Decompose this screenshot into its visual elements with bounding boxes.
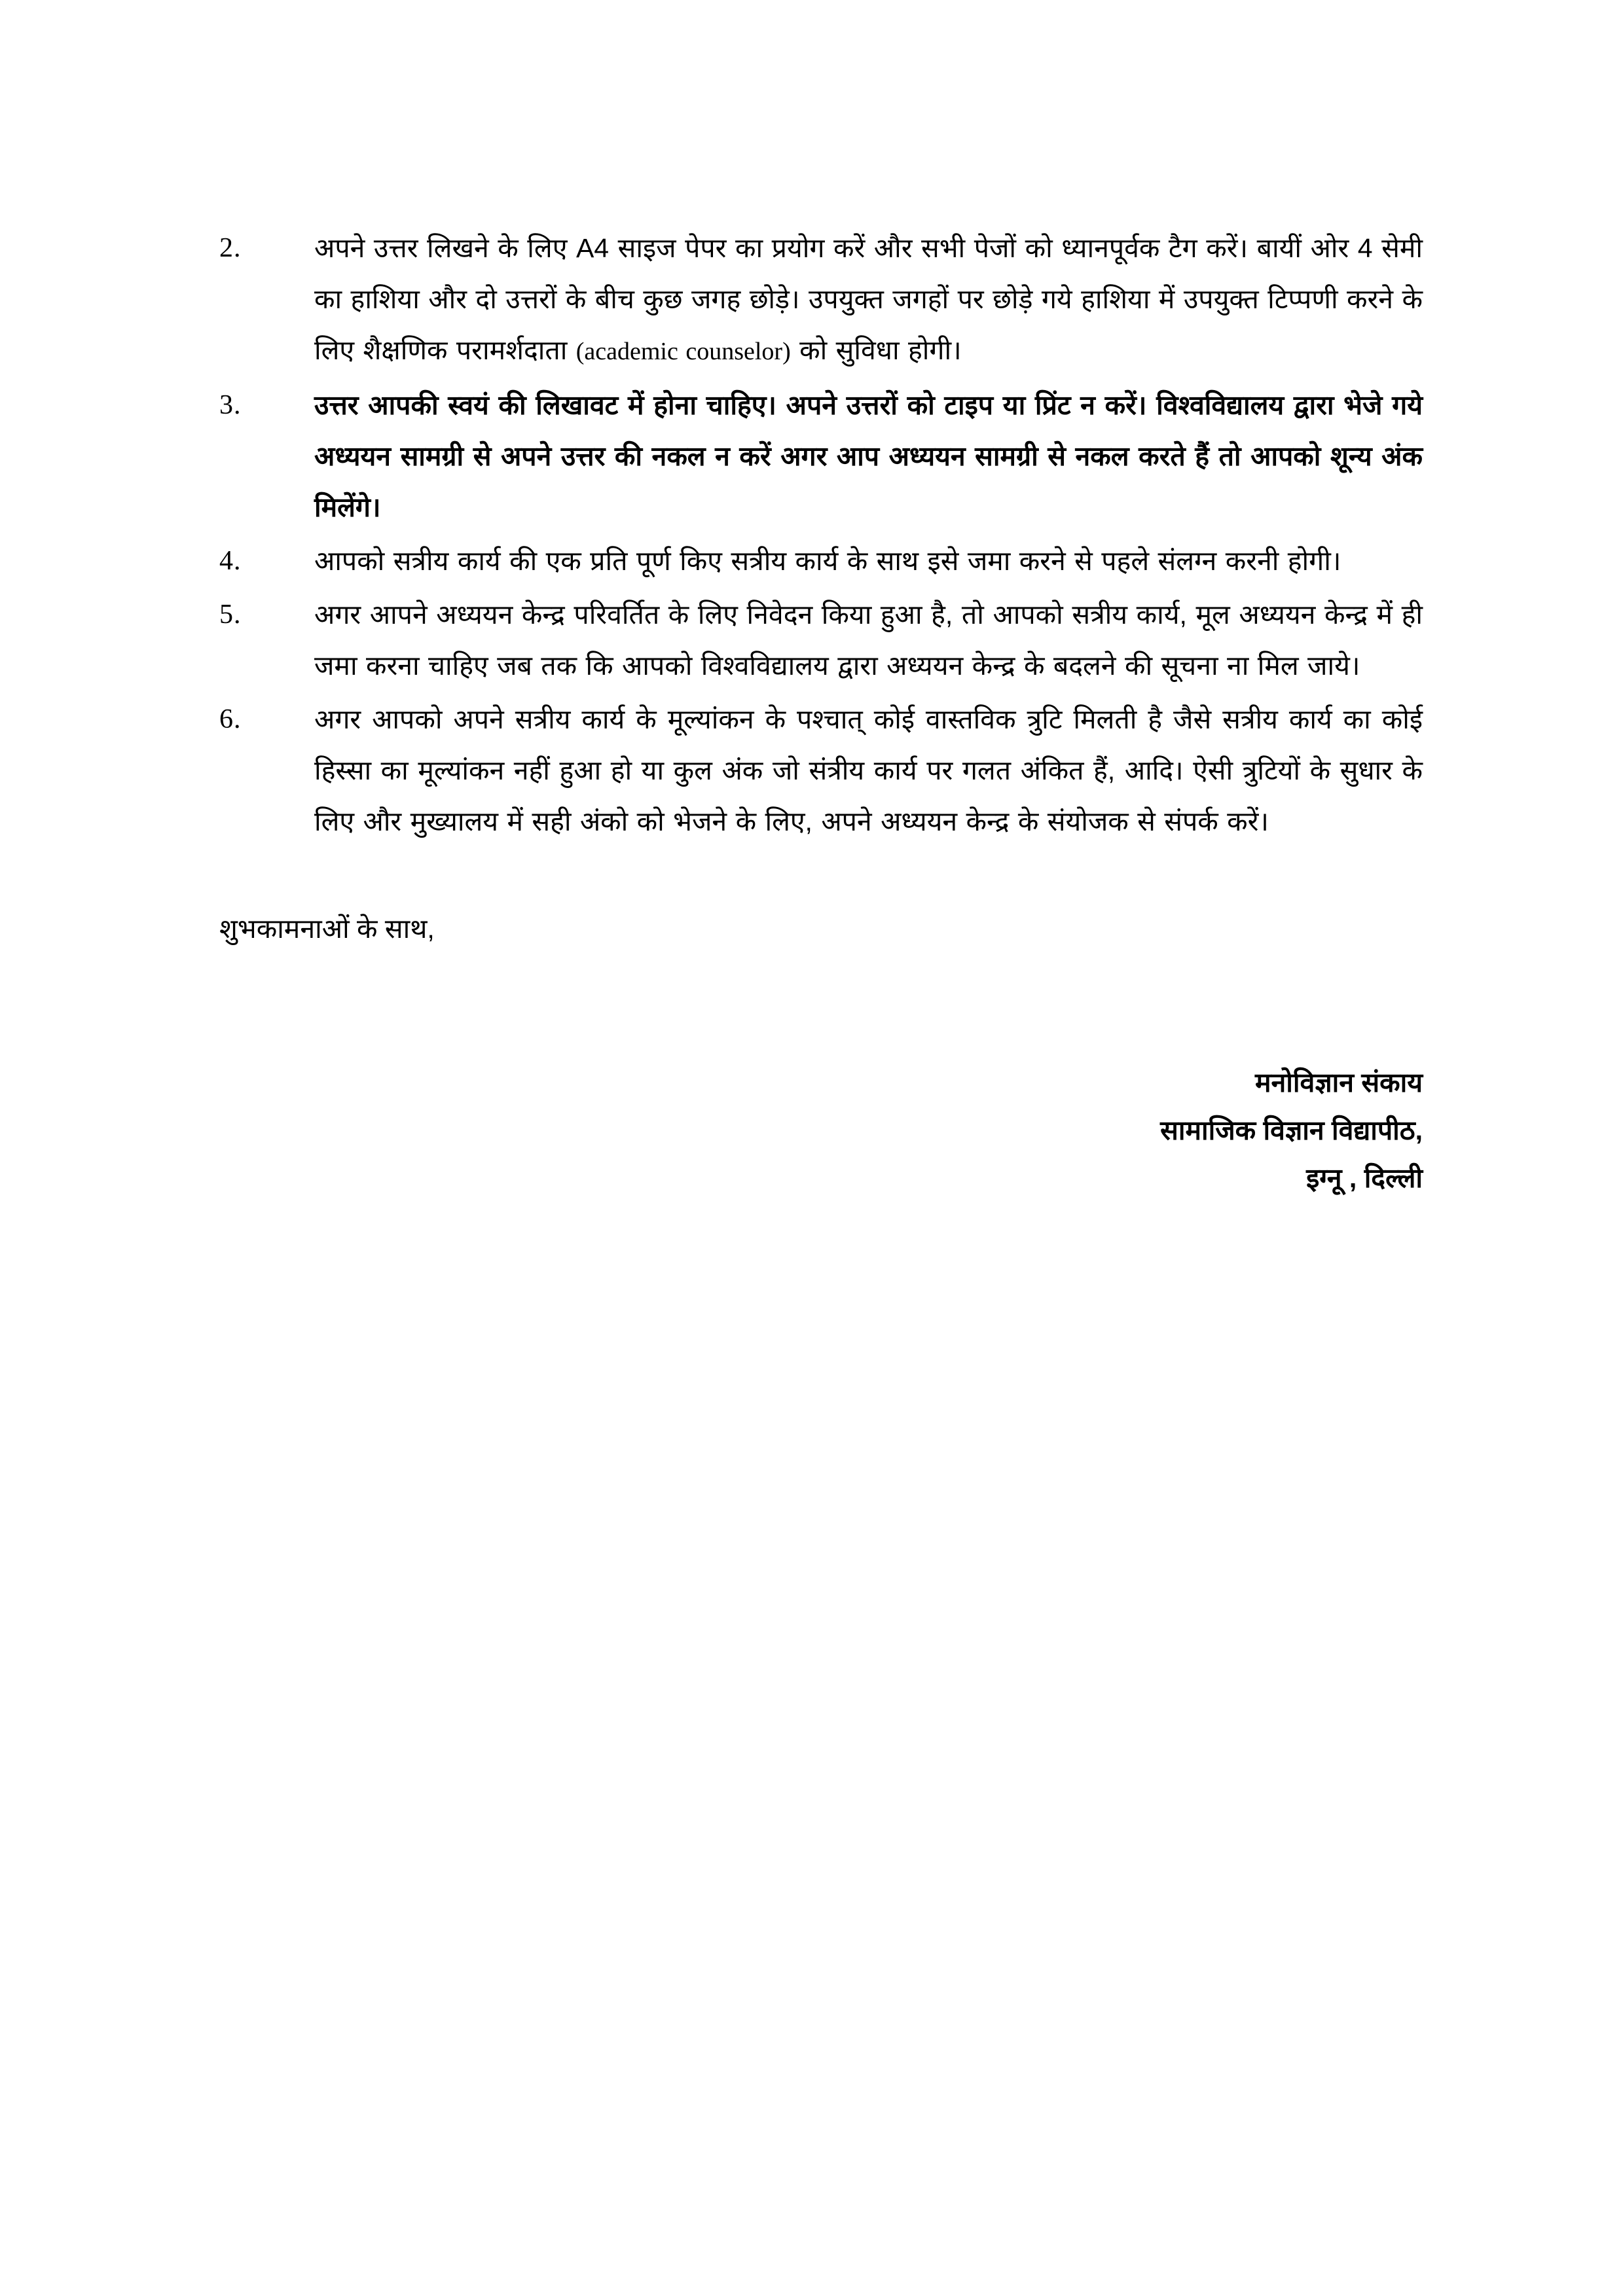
instruction-item-2 [219,223,1423,377]
instruction-text [314,223,1423,377]
instruction-number: 4. [219,546,242,576]
instruction-text: अगर आपने अध्ययन केन्द्र परिवर्तित के लिए निवेदन किया हुआ है, तो आपको सत्रीय कार्य, मूल अध्ययन केन्द्र में ही जमा करना चाहिए जब तक कि आपको विश्वविद्यालय द्वारा अध्ययन केन्द्र के बदलने की सूचना ना मिल जाये। [314,600,1423,681]
closing-salutation: शुभकामनाओं के साथ, [219,914,435,944]
signature-block [219,1059,1423,1202]
instruction-number: 3. [219,390,242,420]
instruction-number: 2. [219,233,242,263]
instruction-number: 5. [219,600,242,630]
instruction-item-3 [219,380,1423,533]
instruction-text: अगर आपको अपने सत्रीय कार्य के मूल्यांकन के पश्चात् कोई वास्तविक त्रुटि मिलती है जैसे सत्रीय कार्य का कोई हिस्सा का मूल्यांकन नहीं हुआ हो या कुल अंक जो संत्रीय कार्य पर गलत अंकित हैं, आदि। ऐसी त्रुटियों के सुधार के लिए और मुख्यालय में सही अंको को भेजने के लिए, अपने अध्ययन केन्द्र के संयोजक से संपर्क करें। [314,704,1423,836]
instruction-text: आपको सत्रीय कार्य की एक प्रति पूर्ण किए सत्रीय कार्य के साथ इसे जमा करने से पहले संलग्न करनी होगी। [314,546,1341,576]
signature-school: सामाजिक विज्ञान विद्यापीठ, [1160,1115,1423,1145]
instruction-text: उत्तर आपकी स्वयं की लिखावट में होना चाहिए। अपने उत्तरों को टाइप या प्रिंट न करें। विश्वविद्यालय द्वारा भेजे गये अध्ययन सामग्री से अपने उत्तर की नकल न करें अगर आप अध्ययन सामग्री से नकल करते हैं तो आपको शून्य अंक मिलेंगे। [314,390,1423,522]
instruction-text-part-2: को सुविधा होगी। [790,335,962,365]
instruction-item-6 [219,694,1423,847]
signature-institution: इग्नू , दिल्ली [1306,1163,1423,1193]
instruction-text-part-1: अपने उत्तर लिखने के लिए A4 साइज पेपर का प्रयोग करें और सभी पेजों को ध्यानपूर्वक टैग करें। बायीं ओर 4 सेमी का हाशिया और दो उत्तरों के बीच कुछ जगह छोड़े। उपयुक्त जगहों पर छोड़े गये हाशिया में उपयुक्त टिप्पणी करने के लिए शैक्षणिक परामर्शदाता [314,233,1423,365]
instruction-number: 6. [219,704,242,734]
instruction-item-4 [219,535,1423,586]
instruction-item-5 [219,589,1423,691]
document-content [219,223,1423,1202]
signature-faculty: मनोविज्ञान संकाय [1255,1067,1423,1098]
english-term: (academic counselor) [575,338,791,365]
